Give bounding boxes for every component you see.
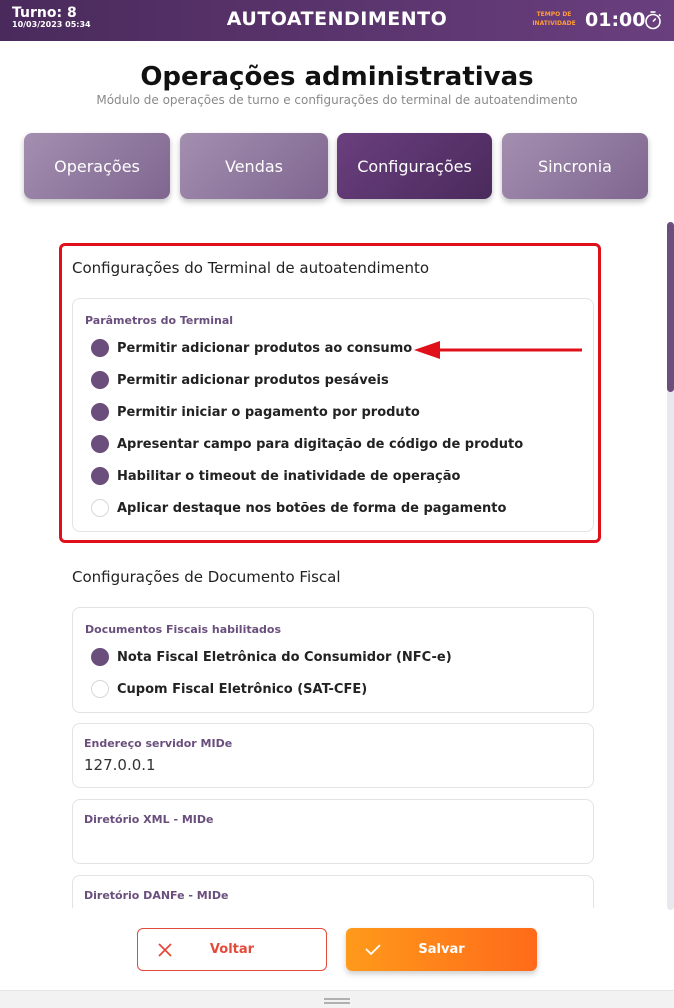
timeout-label: [528, 10, 580, 28]
option-label: Habilitar o timeout de inatividade de operação: [117, 468, 461, 484]
mide-xml-dir-field[interactable]: [72, 799, 594, 864]
shift-label: Turno: 8: [12, 5, 77, 21]
option-label: Aplicar destaque nos botões de forma de pagamento: [117, 500, 507, 516]
page-title: Operações administrativas: [140, 62, 534, 92]
page-subtitle: Módulo de operações de turno e configurações do terminal de autoatendimento: [96, 93, 578, 107]
stopwatch-icon: [643, 10, 663, 30]
option-label: Apresentar campo para digitação de código de produto: [117, 436, 524, 452]
tab-vendas[interactable]: Vendas: [180, 133, 328, 199]
shift-datetime: 10/03/2023 05:34: [12, 20, 91, 29]
option-label: Permitir iniciar o pagamento por produto: [117, 404, 420, 420]
option-label: Cupom Fiscal Eletrônico (SAT-CFE): [117, 681, 368, 697]
scrollbar-thumb[interactable]: [667, 222, 674, 392]
terminal-parameters-label: Parâmetros do Terminal: [85, 314, 234, 327]
fiscal-documents-card: [72, 607, 594, 713]
fiscal-documents-label: Documentos Fiscais habilitados: [85, 623, 282, 636]
option-label: Permitir adicionar produtos pesáveis: [117, 372, 389, 388]
back-button[interactable]: [137, 928, 327, 971]
top-bar: [0, 0, 674, 41]
fiscal-section-title: Configurações de Documento Fiscal: [72, 568, 341, 586]
mide-danfe-dir-label: Diretório DANFe - MIDe: [84, 889, 229, 902]
option-nfce[interactable]: [91, 648, 452, 666]
tab-operacoes[interactable]: Operações: [24, 133, 170, 199]
checked-radio-icon[interactable]: [91, 648, 109, 666]
mide-server-value[interactable]: 127.0.0.1: [84, 756, 156, 774]
back-button-label: Voltar: [209, 942, 255, 957]
tab-configuracoes[interactable]: Configurações: [337, 133, 492, 199]
timeout-label-line1: TEMPO DE: [536, 11, 572, 18]
timeout-value: 01:00: [585, 9, 646, 31]
timeout-label-line2: INATIVIDADE: [532, 20, 576, 27]
option-label: Permitir adicionar produtos ao consumo: [117, 340, 413, 356]
option-sat-cfe[interactable]: [91, 680, 367, 698]
save-button[interactable]: [346, 928, 537, 971]
terminal-section-title: Configurações do Terminal de autoatendimento: [72, 259, 430, 277]
app-title-text: AUTOATENDIMENTO: [226, 8, 448, 30]
shift-info: [12, 6, 91, 30]
unchecked-radio-icon[interactable]: [91, 680, 109, 698]
drag-handle-icon[interactable]: [324, 998, 350, 1004]
save-button-label: Salvar: [418, 942, 465, 957]
highlight-box: [59, 243, 601, 543]
mide-server-field[interactable]: [72, 723, 594, 788]
tab-sincronia[interactable]: Sincronia: [502, 133, 648, 199]
red-arrow-icon: [410, 337, 585, 363]
mide-server-label: Endereço servidor MIDe: [84, 737, 233, 750]
bottom-panel: [0, 908, 667, 990]
mide-xml-dir-label: Diretório XML - MIDe: [84, 813, 214, 826]
option-label: Nota Fiscal Eletrônica do Consumidor (NFC-e): [117, 649, 452, 665]
